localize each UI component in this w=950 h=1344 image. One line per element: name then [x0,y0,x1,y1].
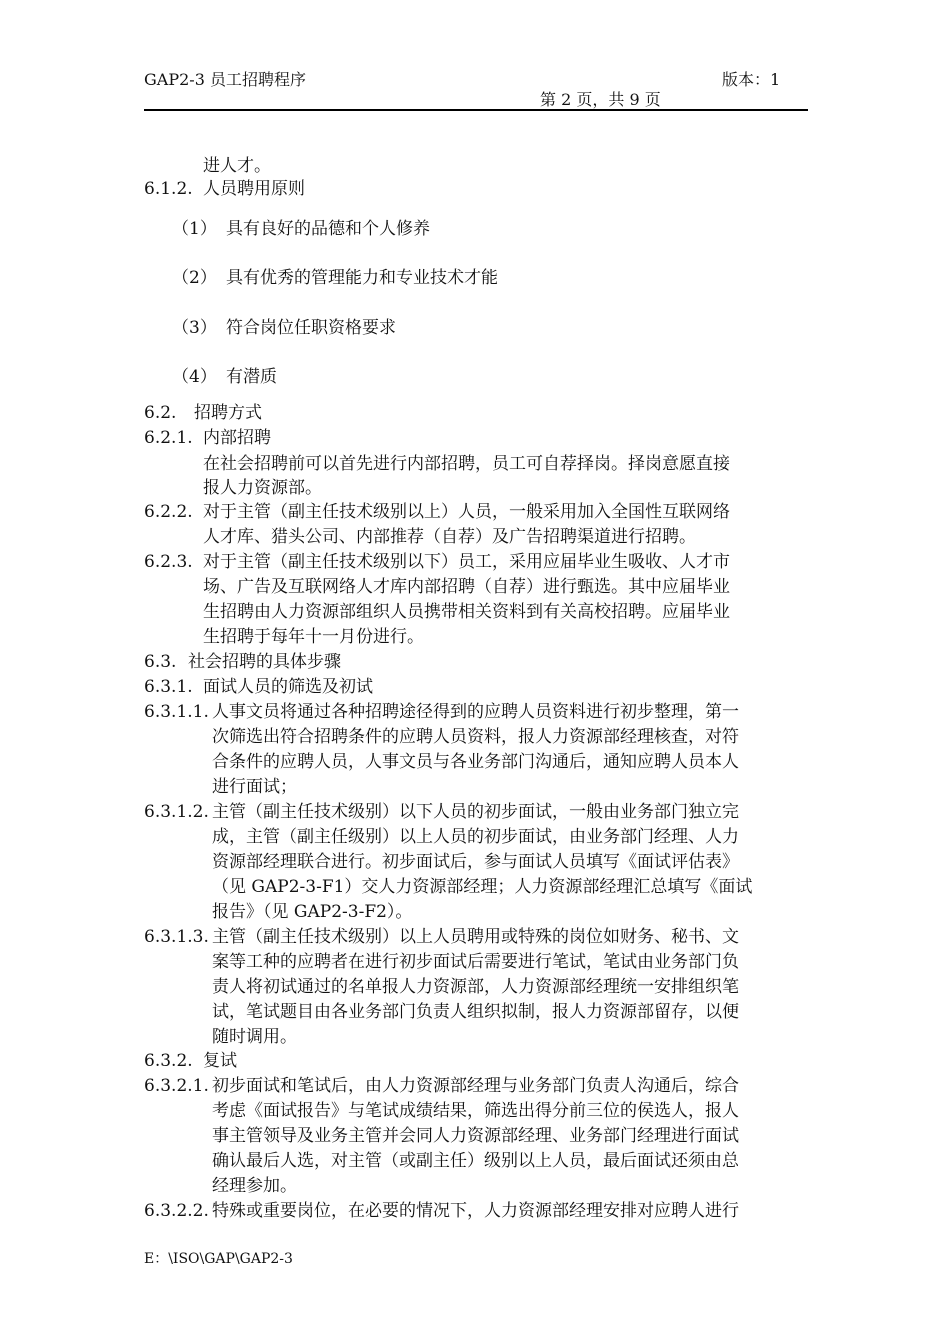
section-number: 6.3.2.1. [144,1076,209,1096]
list-item-number: （3） [172,318,217,338]
paragraph-line: 对于主管（副主任技术级别以下）员工，采用应届毕业生吸收、人才市 [203,552,730,572]
paragraph-line: 经理参加。 [212,1176,297,1196]
section-heading: 内部招聘 [203,428,271,448]
list-item-number: （1） [172,219,217,239]
paragraph-line: （见 GAP2-3-F1）交人力资源部经理；人力资源部经理汇总填写《面试 [212,877,753,897]
paragraph-line: 初步面试和笔试后，由人力资源部经理与业务部门负责人沟通后，综合 [212,1076,739,1096]
list-item-number: （2） [172,268,217,288]
paragraph-line: 生招聘于每年十一月份进行。 [203,627,424,647]
section-number: 6.2.1. [144,428,193,448]
header-version: 版本：1 [722,70,781,89]
paragraph-line: 责人将初试通过的名单报人力资源部，人力资源部经理统一安排组织笔 [212,977,739,997]
paragraph-line: 报告》（见 GAP2-3-F2）。 [212,902,413,922]
list-item-text: 具有优秀的管理能力和专业技术才能 [226,268,498,288]
paragraph-line: 对于主管（副主任技术级别以上）人员，一般采用加入全国性互联网络 [203,502,730,522]
para-continuation: 进人才。 [203,156,271,176]
section-heading: 复试 [203,1051,237,1071]
section-number: 6.2.3. [144,552,193,572]
paragraph-line: 考虑《面试报告》与笔试成绩结果，筛选出得分前三位的侯选人，报人 [212,1101,739,1121]
section-number: 6.2. [144,403,177,423]
section-number: 6.2.2. [144,502,193,522]
section-heading: 面试人员的筛选及初试 [203,677,373,697]
section-heading: 人员聘用原则 [203,179,305,199]
paragraph-line: 进行面试； [212,777,297,797]
section-heading: 社会招聘的具体步骤 [188,652,341,672]
list-item-text: 具有良好的品德和个人修养 [226,219,430,239]
paragraph-line: 场、广告及互联网络人才库内部招聘（自荐）进行甄选。其中应届毕业 [203,577,730,597]
paragraph-line: 人事文员将通过各种招聘途径得到的应聘人员资料进行初步整理，第一 [212,702,739,722]
paragraph-line: 成，主管（副主任级别）以上人员的初步面试，由业务部门经理、人力 [212,827,739,847]
paragraph-line: 报人力资源部。 [203,478,322,498]
paragraph-line: 主管（副主任技术级别）以上人员聘用或特殊的岗位如财务、秘书、文 [212,927,739,947]
list-item-text: 有潜质 [226,367,277,387]
section-number: 6.3.1. [144,677,193,697]
header-page-info: 第 2 页，共 9 页 [540,90,661,109]
section-number: 6.3. [144,652,177,672]
paragraph-line: 次筛选出符合招聘条件的应聘人员资料，报人力资源部经理核查，对符 [212,727,739,747]
header-divider [144,109,808,111]
section-number: 6.3.1.1. [144,702,209,722]
paragraph-line: 案等工种的应聘者在进行初步面试后需要进行笔试，笔试由业务部门负 [212,952,739,972]
paragraph-line: 确认最后人选，对主管（或副主任）级别以上人员，最后面试还须由总 [212,1151,739,1171]
paragraph-line: 特殊或重要岗位，在必要的情况下，人力资源部经理安排对应聘人进行 [212,1201,739,1221]
section-number: 6.3.1.3. [144,927,209,947]
section-number: 6.3.1.2. [144,802,209,822]
header-doc-title: GAP2-3 员工招聘程序 [144,70,306,89]
section-heading: 招聘方式 [194,403,262,423]
section-number: 6.3.2. [144,1051,193,1071]
paragraph-line: 随时调用。 [212,1027,297,1047]
paragraph-line: 试，笔试题目由各业务部门负责人组织拟制，报人力资源部留存，以便 [212,1002,739,1022]
paragraph-line: 主管（副主任技术级别）以下人员的初步面试，一般由业务部门独立完 [212,802,739,822]
section-number: 6.3.2.2. [144,1201,209,1221]
paragraph-line: 资源部经理联合进行。初步面试后，参与面试人员填写《面试评估表》 [212,852,739,872]
list-item-text: 符合岗位任职资格要求 [226,318,396,338]
paragraph-line: 生招聘由人力资源部组织人员携带相关资料到有关高校招聘。应届毕业 [203,602,730,622]
paragraph-line: 合条件的应聘人员，人事文员与各业务部门沟通后，通知应聘人员本人 [212,752,739,772]
paragraph-line: 人才库、猎头公司、内部推荐（自荐）及广告招聘渠道进行招聘。 [203,527,696,547]
paragraph-line: 事主管领导及业务主管并会同人力资源部经理、业务部门经理进行面试 [212,1126,739,1146]
section-number: 6.1.2. [144,179,193,199]
paragraph-line: 在社会招聘前可以首先进行内部招聘，员工可自荐择岗。择岗意愿直接 [203,454,730,474]
footer-file-path: E：\ISO\GAP\GAP2-3 [144,1251,293,1267]
list-item-number: （4） [172,367,217,387]
